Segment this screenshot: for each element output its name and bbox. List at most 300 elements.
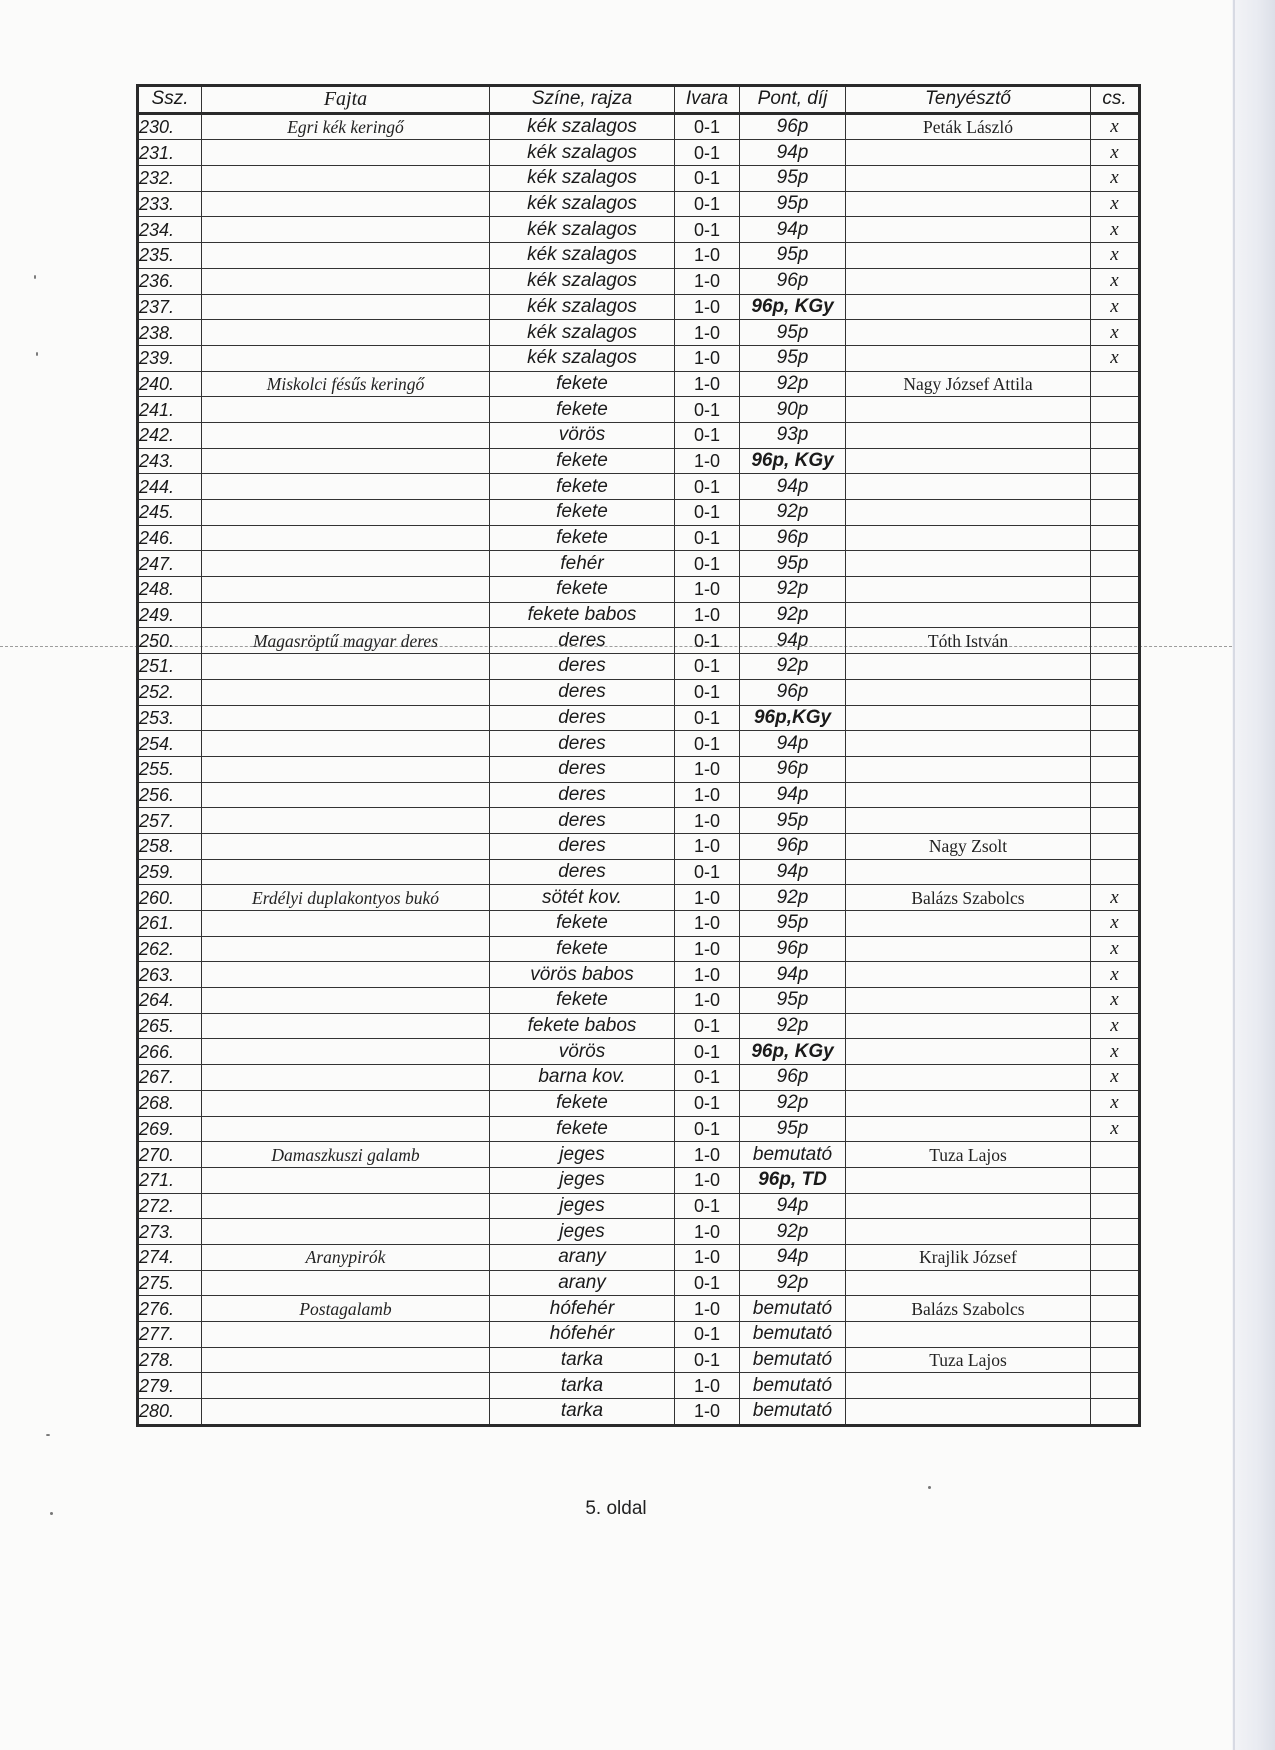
cell-sex: 0-1: [675, 113, 740, 140]
cell-breeder: [846, 911, 1091, 937]
cell-fajta: [202, 654, 490, 680]
cell-sex: 0-1: [675, 217, 740, 243]
cell-fajta: [202, 1193, 490, 1219]
cell-score: 96p, KGy: [740, 294, 846, 320]
cell-ssz: 256.: [138, 782, 202, 808]
table-row: [138, 345, 1140, 371]
cell-ssz: 251.: [138, 654, 202, 680]
scan-speck: [928, 1486, 931, 1489]
cell-breeder: [846, 294, 1091, 320]
cell-cs: [1091, 397, 1140, 423]
cell-score: 94p: [740, 782, 846, 808]
table-row: [138, 628, 1140, 654]
cell-ssz: 241.: [138, 397, 202, 423]
cell-ssz: 242.: [138, 422, 202, 448]
cell-cs: [1091, 371, 1140, 397]
cell-color: fekete babos: [490, 602, 675, 628]
cell-score: 95p: [740, 320, 846, 346]
cell-color: fekete: [490, 525, 675, 551]
cell-cs: [1091, 422, 1140, 448]
cell-cs: [1091, 1270, 1140, 1296]
cell-score: bemutató: [740, 1373, 846, 1399]
cell-ssz: 253.: [138, 705, 202, 731]
cell-cs: [1091, 756, 1140, 782]
cell-sex: 1-0: [675, 885, 740, 911]
cell-score: 96p: [740, 113, 846, 140]
cell-cs: x: [1091, 345, 1140, 371]
cell-fajta: [202, 551, 490, 577]
cell-cs: x: [1091, 320, 1140, 346]
cell-sex: 0-1: [675, 1116, 740, 1142]
table-row: [138, 833, 1140, 859]
cell-breeder: [846, 1322, 1091, 1348]
cell-cs: [1091, 602, 1140, 628]
cell-fajta: Miskolci fésűs keringő: [202, 371, 490, 397]
table-row: [138, 320, 1140, 346]
cell-score: 94p: [740, 1193, 846, 1219]
cell-color: vörös: [490, 422, 675, 448]
cell-breeder: [846, 705, 1091, 731]
cell-sex: 0-1: [675, 1039, 740, 1065]
cell-score: 95p: [740, 988, 846, 1014]
cell-color: fekete: [490, 911, 675, 937]
cell-score: 94p: [740, 962, 846, 988]
cell-sex: 0-1: [675, 1090, 740, 1116]
cell-fajta: [202, 988, 490, 1014]
cell-ssz: 244.: [138, 474, 202, 500]
cell-sex: 1-0: [675, 936, 740, 962]
cell-sex: 0-1: [675, 679, 740, 705]
cell-fajta: [202, 243, 490, 269]
cell-color: kék szalagos: [490, 140, 675, 166]
cell-breeder: [846, 397, 1091, 423]
cell-breeder: [846, 1065, 1091, 1091]
cell-breeder: Tuza Lajos: [846, 1142, 1091, 1168]
cell-ssz: 261.: [138, 911, 202, 937]
cell-ssz: 235.: [138, 243, 202, 269]
cell-sex: 1-0: [675, 371, 740, 397]
cell-fajta: [202, 1116, 490, 1142]
cell-fajta: [202, 1065, 490, 1091]
cell-ssz: 247.: [138, 551, 202, 577]
table-row: [138, 551, 1140, 577]
cell-sex: 1-0: [675, 577, 740, 603]
cell-cs: x: [1091, 113, 1140, 140]
cell-cs: x: [1091, 166, 1140, 192]
cell-score: 90p: [740, 397, 846, 423]
cell-ssz: 233.: [138, 191, 202, 217]
cell-breeder: [846, 166, 1091, 192]
cell-cs: [1091, 1193, 1140, 1219]
cell-sex: 1-0: [675, 243, 740, 269]
cell-ssz: 260.: [138, 885, 202, 911]
cell-ssz: 239.: [138, 345, 202, 371]
cell-score: 96p: [740, 833, 846, 859]
cell-fajta: [202, 397, 490, 423]
cell-ssz: 254.: [138, 731, 202, 757]
cell-color: tarka: [490, 1347, 675, 1373]
cell-cs: [1091, 1219, 1140, 1245]
table-row: [138, 1065, 1140, 1091]
page-number: 5. oldal: [585, 1498, 647, 1519]
cell-sex: 1-0: [675, 345, 740, 371]
cell-breeder: [846, 268, 1091, 294]
cell-ssz: 255.: [138, 756, 202, 782]
cell-ssz: 276.: [138, 1296, 202, 1322]
cell-score: 96p: [740, 268, 846, 294]
cell-ssz: 259.: [138, 859, 202, 885]
cell-fajta: Aranypirók: [202, 1244, 490, 1270]
cell-ssz: 263.: [138, 962, 202, 988]
cell-cs: [1091, 1347, 1140, 1373]
cell-ssz: 280.: [138, 1399, 202, 1426]
cell-breeder: [846, 1219, 1091, 1245]
cell-color: kék szalagos: [490, 345, 675, 371]
cell-breeder: [846, 602, 1091, 628]
cell-fajta: [202, 911, 490, 937]
cell-fajta: [202, 1347, 490, 1373]
cell-breeder: [846, 936, 1091, 962]
cell-cs: [1091, 782, 1140, 808]
cell-cs: [1091, 551, 1140, 577]
cell-color: fekete: [490, 1090, 675, 1116]
cell-color: kék szalagos: [490, 191, 675, 217]
cell-sex: 0-1: [675, 654, 740, 680]
cell-ssz: 238.: [138, 320, 202, 346]
table-row: [138, 782, 1140, 808]
cell-breeder: [846, 474, 1091, 500]
cell-score: 95p: [740, 345, 846, 371]
cell-ssz: 236.: [138, 268, 202, 294]
cell-cs: x: [1091, 294, 1140, 320]
cell-fajta: Damaszkuszi galamb: [202, 1142, 490, 1168]
cell-sex: 1-0: [675, 756, 740, 782]
cell-score: 92p: [740, 1013, 846, 1039]
cell-fajta: [202, 859, 490, 885]
cell-sex: 1-0: [675, 988, 740, 1014]
scan-edge-line: [1233, 0, 1235, 1750]
cell-score: 95p: [740, 808, 846, 834]
cell-color: vörös: [490, 1039, 675, 1065]
cell-sex: 1-0: [675, 808, 740, 834]
cell-fajta: [202, 782, 490, 808]
cell-score: 95p: [740, 166, 846, 192]
cell-color: fekete: [490, 988, 675, 1014]
cell-color: hófehér: [490, 1296, 675, 1322]
cell-color: arany: [490, 1270, 675, 1296]
table-row: [138, 268, 1140, 294]
cell-color: fekete babos: [490, 1013, 675, 1039]
table-row: [138, 1322, 1140, 1348]
cell-score: 95p: [740, 551, 846, 577]
cell-fajta: Postagalamb: [202, 1296, 490, 1322]
table-row: [138, 679, 1140, 705]
cell-breeder: [846, 1399, 1091, 1426]
scan-speck: [46, 1434, 50, 1436]
cell-score: bemutató: [740, 1142, 846, 1168]
cell-ssz: 275.: [138, 1270, 202, 1296]
cell-sex: 1-0: [675, 962, 740, 988]
cell-breeder: Balázs Szabolcs: [846, 1296, 1091, 1322]
table-row: [138, 859, 1140, 885]
cell-sex: 0-1: [675, 1270, 740, 1296]
cell-sex: 1-0: [675, 1244, 740, 1270]
table-row: [138, 525, 1140, 551]
cell-score: 96p,KGy: [740, 705, 846, 731]
table-row: [138, 1347, 1140, 1373]
table-row: [138, 1244, 1140, 1270]
table-row: [138, 936, 1140, 962]
cell-color: deres: [490, 731, 675, 757]
cell-ssz: 248.: [138, 577, 202, 603]
cell-sex: 1-0: [675, 1167, 740, 1193]
cell-fajta: [202, 191, 490, 217]
cell-score: 96p: [740, 1065, 846, 1091]
cell-fajta: [202, 1270, 490, 1296]
cell-sex: 1-0: [675, 294, 740, 320]
cell-cs: [1091, 500, 1140, 526]
cell-cs: [1091, 679, 1140, 705]
cell-sex: 1-0: [675, 1373, 740, 1399]
cell-ssz: 232.: [138, 166, 202, 192]
cell-color: kék szalagos: [490, 166, 675, 192]
cell-breeder: Krajlik József: [846, 1244, 1091, 1270]
header-pont: Pont, díj: [740, 86, 846, 114]
cell-ssz: 267.: [138, 1065, 202, 1091]
cell-fajta: [202, 217, 490, 243]
cell-cs: x: [1091, 243, 1140, 269]
cell-cs: [1091, 628, 1140, 654]
table-row: [138, 500, 1140, 526]
cell-cs: [1091, 859, 1140, 885]
cell-ssz: 268.: [138, 1090, 202, 1116]
cell-breeder: [846, 448, 1091, 474]
table-row: [138, 705, 1140, 731]
cell-score: 96p: [740, 756, 846, 782]
cell-color: fekete: [490, 371, 675, 397]
cell-cs: [1091, 474, 1140, 500]
cell-color: fekete: [490, 500, 675, 526]
cell-sex: 0-1: [675, 705, 740, 731]
cell-ssz: 270.: [138, 1142, 202, 1168]
cell-fajta: [202, 756, 490, 782]
cell-sex: 1-0: [675, 602, 740, 628]
table-row: [138, 1039, 1140, 1065]
cell-breeder: [846, 1373, 1091, 1399]
cell-cs: [1091, 654, 1140, 680]
cell-fajta: [202, 962, 490, 988]
cell-cs: x: [1091, 1013, 1140, 1039]
cell-ssz: 230.: [138, 113, 202, 140]
cell-score: 94p: [740, 859, 846, 885]
table-row: [138, 756, 1140, 782]
cell-score: bemutató: [740, 1399, 846, 1426]
table-row: [138, 1116, 1140, 1142]
cell-breeder: [846, 654, 1091, 680]
cell-cs: x: [1091, 988, 1140, 1014]
cell-score: bemutató: [740, 1347, 846, 1373]
cell-breeder: [846, 808, 1091, 834]
cell-sex: 0-1: [675, 731, 740, 757]
cell-fajta: [202, 500, 490, 526]
cell-color: deres: [490, 705, 675, 731]
cell-cs: [1091, 577, 1140, 603]
cell-breeder: [846, 1116, 1091, 1142]
cell-score: 92p: [740, 1090, 846, 1116]
cell-fajta: [202, 294, 490, 320]
cell-breeder: [846, 345, 1091, 371]
cell-cs: [1091, 808, 1140, 834]
cell-breeder: [846, 422, 1091, 448]
cell-score: 94p: [740, 628, 846, 654]
cell-sex: 0-1: [675, 1013, 740, 1039]
cell-fajta: Magasröptű magyar deres: [202, 628, 490, 654]
table-row: [138, 911, 1140, 937]
cell-breeder: [846, 679, 1091, 705]
scan-speck: [34, 275, 36, 279]
table-row: [138, 474, 1140, 500]
cell-score: 94p: [740, 140, 846, 166]
cell-cs: [1091, 833, 1140, 859]
cell-fajta: [202, 268, 490, 294]
cell-color: fekete: [490, 936, 675, 962]
header-cs: cs.: [1091, 86, 1140, 114]
cell-color: deres: [490, 833, 675, 859]
cell-ssz: 272.: [138, 1193, 202, 1219]
cell-color: arany: [490, 1244, 675, 1270]
cell-breeder: [846, 551, 1091, 577]
cell-color: jeges: [490, 1193, 675, 1219]
cell-cs: x: [1091, 140, 1140, 166]
cell-score: 93p: [740, 422, 846, 448]
table-row: [138, 1142, 1140, 1168]
cell-fajta: [202, 166, 490, 192]
cell-cs: x: [1091, 885, 1140, 911]
table-row: [138, 1090, 1140, 1116]
table-row: [138, 731, 1140, 757]
cell-color: barna kov.: [490, 1065, 675, 1091]
cell-breeder: [846, 1090, 1091, 1116]
cell-sex: 0-1: [675, 525, 740, 551]
cell-score: 96p: [740, 679, 846, 705]
table-row: [138, 113, 1140, 140]
table-row: [138, 371, 1140, 397]
table-row: [138, 1270, 1140, 1296]
cell-fajta: [202, 320, 490, 346]
cell-breeder: Tuza Lajos: [846, 1347, 1091, 1373]
cell-sex: 0-1: [675, 166, 740, 192]
cell-cs: x: [1091, 1090, 1140, 1116]
cell-cs: x: [1091, 191, 1140, 217]
table-row: [138, 1167, 1140, 1193]
cell-cs: x: [1091, 1039, 1140, 1065]
cell-ssz: 266.: [138, 1039, 202, 1065]
cell-ssz: 234.: [138, 217, 202, 243]
cell-breeder: [846, 731, 1091, 757]
table-row: [138, 962, 1140, 988]
cell-color: kék szalagos: [490, 294, 675, 320]
cell-fajta: [202, 1090, 490, 1116]
cell-fajta: Egri kék keringő: [202, 113, 490, 140]
cell-score: 95p: [740, 1116, 846, 1142]
cell-fajta: [202, 1322, 490, 1348]
cell-cs: x: [1091, 962, 1140, 988]
cell-fajta: [202, 140, 490, 166]
cell-score: 92p: [740, 1270, 846, 1296]
cell-ssz: 279.: [138, 1373, 202, 1399]
cell-sex: 1-0: [675, 782, 740, 808]
cell-cs: [1091, 705, 1140, 731]
cell-score: 92p: [740, 885, 846, 911]
cell-cs: [1091, 731, 1140, 757]
header-row: [138, 86, 1140, 114]
cell-score: 92p: [740, 1219, 846, 1245]
cell-ssz: 249.: [138, 602, 202, 628]
cell-fajta: [202, 1039, 490, 1065]
cell-sex: 1-0: [675, 833, 740, 859]
table-row: [138, 217, 1140, 243]
cell-score: 95p: [740, 191, 846, 217]
cell-fajta: [202, 422, 490, 448]
cell-ssz: 274.: [138, 1244, 202, 1270]
cell-sex: 1-0: [675, 1142, 740, 1168]
cell-cs: [1091, 1399, 1140, 1426]
cell-cs: x: [1091, 911, 1140, 937]
cell-ssz: 262.: [138, 936, 202, 962]
cell-ssz: 264.: [138, 988, 202, 1014]
cell-sex: 0-1: [675, 628, 740, 654]
cell-breeder: [846, 191, 1091, 217]
table-row: [138, 577, 1140, 603]
cell-color: kék szalagos: [490, 243, 675, 269]
cell-breeder: [846, 782, 1091, 808]
cell-sex: 0-1: [675, 140, 740, 166]
cell-cs: [1091, 1142, 1140, 1168]
cell-fajta: [202, 1167, 490, 1193]
cell-breeder: Nagy Zsolt: [846, 833, 1091, 859]
cell-sex: 0-1: [675, 551, 740, 577]
table-row: [138, 140, 1140, 166]
table-body: [138, 113, 1140, 1425]
cell-fajta: [202, 1399, 490, 1426]
cell-breeder: [846, 756, 1091, 782]
cell-color: fekete: [490, 397, 675, 423]
cell-breeder: [846, 1193, 1091, 1219]
cell-color: fehér: [490, 551, 675, 577]
cell-breeder: [846, 525, 1091, 551]
scan-edge: [1232, 0, 1275, 1750]
cell-ssz: 265.: [138, 1013, 202, 1039]
cell-ssz: 243.: [138, 448, 202, 474]
cell-sex: 0-1: [675, 1193, 740, 1219]
cell-sex: 0-1: [675, 474, 740, 500]
header-ssz: Ssz.: [138, 86, 202, 114]
cell-sex: 1-0: [675, 911, 740, 937]
cell-breeder: [846, 988, 1091, 1014]
table-row: [138, 1373, 1140, 1399]
cell-color: deres: [490, 859, 675, 885]
cell-breeder: Nagy József Attila: [846, 371, 1091, 397]
cell-sex: 0-1: [675, 1322, 740, 1348]
cell-breeder: [846, 243, 1091, 269]
cell-sex: 0-1: [675, 422, 740, 448]
cell-score: 95p: [740, 911, 846, 937]
cell-fajta: Erdélyi duplakontyos bukó: [202, 885, 490, 911]
cell-fajta: [202, 1373, 490, 1399]
cell-cs: x: [1091, 217, 1140, 243]
cell-color: vörös babos: [490, 962, 675, 988]
cell-breeder: Balázs Szabolcs: [846, 885, 1091, 911]
